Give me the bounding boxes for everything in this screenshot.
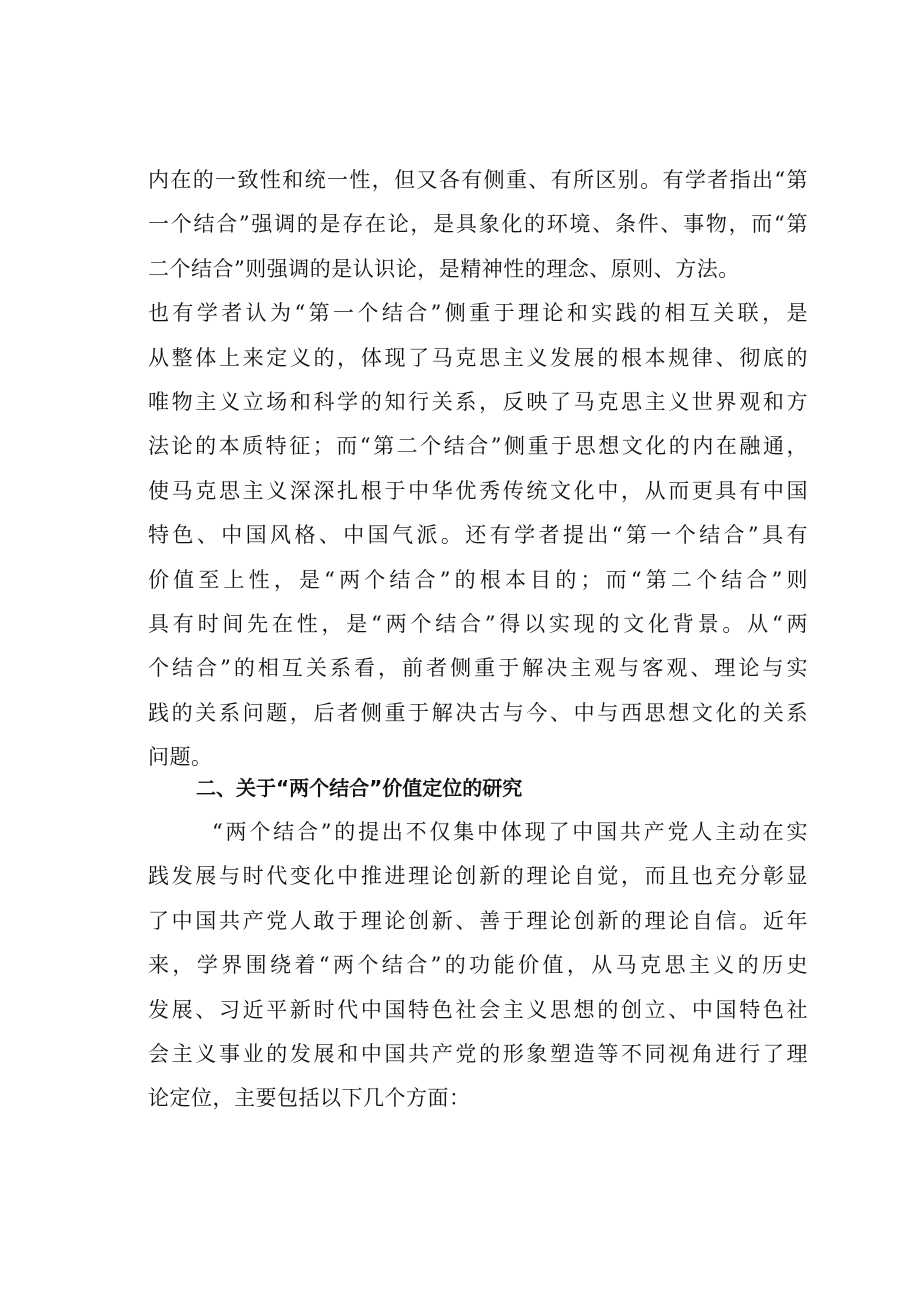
paragraph-2	[148, 810, 808, 1121]
paragraph-1	[148, 158, 808, 779]
paragraph-1-line: 法论的本质特征；而“第二个结合”侧重于思想文化的内在融通，	[148, 434, 808, 459]
paragraph-1-line: 特色、中国风格、中国气派。还有学者提出“第一个结合”具有	[148, 523, 808, 548]
paragraph-1-line: 从整体上来定义的，体现了马克思主义发展的根本规律、彻底的	[148, 345, 808, 370]
paragraph-1-line: 具有时间先在性，是“两个结合”得以实现的文化背景。从“两	[148, 611, 808, 636]
paragraph-1-line: 一个结合”强调的是存在论，是具象化的环境、条件、事物，而“第	[148, 212, 808, 237]
paragraph-1-line: 唯物主义立场和科学的知行关系，反映了马克思主义世界观和方	[148, 389, 808, 414]
paragraph-1-line: 问题。	[148, 745, 213, 770]
paragraph-1-line: 二个结合”则强调的是认识论，是精神性的理念、原则、方法。	[148, 256, 740, 281]
paragraph-2-line: “两个结合”的提出不仅集中体现了中国共产党人主动在实	[212, 820, 808, 844]
paragraph-2-line: 来，学界围绕着“两个结合”的功能价值，从马克思主义的历史	[148, 953, 808, 978]
section-heading: 二、关于“两个结合”价值定位的研究	[196, 776, 523, 800]
paragraph-2-line: 发展、习近平新时代中国特色社会主义思想的创立、中国特色社	[148, 997, 808, 1022]
paragraph-2-line: 践发展与时代变化中推进理论创新的理论自觉，而且也充分彰显	[148, 864, 808, 889]
paragraph-1-line: 价值至上性，是“两个结合”的根本目的；而“第二个结合”则	[148, 567, 808, 592]
paragraph-1-line: 使马克思主义深深扎根于中华优秀传统文化中，从而更具有中国	[148, 478, 808, 503]
paragraph-2-line: 论定位，主要包括以下几个方面：	[148, 1086, 471, 1111]
paragraph-1-line: 个结合”的相互关系看，前者侧重于解决主观与客观、理论与实	[148, 656, 808, 681]
paragraph-1-line: 内在的一致性和统一性，但又各有侧重、有所区别。有学者指出“第	[148, 168, 808, 192]
paragraph-2-line: 会主义事业的发展和中国共产党的形象塑造等不同视角进行了理	[148, 1041, 808, 1066]
paragraph-1-line: 也有学者认为“第一个结合”侧重于理论和实践的相互关联，是	[148, 301, 808, 326]
paragraph-2-line: 了中国共产党人敢于理论创新、善于理论创新的理论自信。近年	[148, 908, 808, 933]
paragraph-1-line: 践的关系问题，后者侧重于解决古与今、中与西思想文化的关系	[148, 700, 808, 725]
